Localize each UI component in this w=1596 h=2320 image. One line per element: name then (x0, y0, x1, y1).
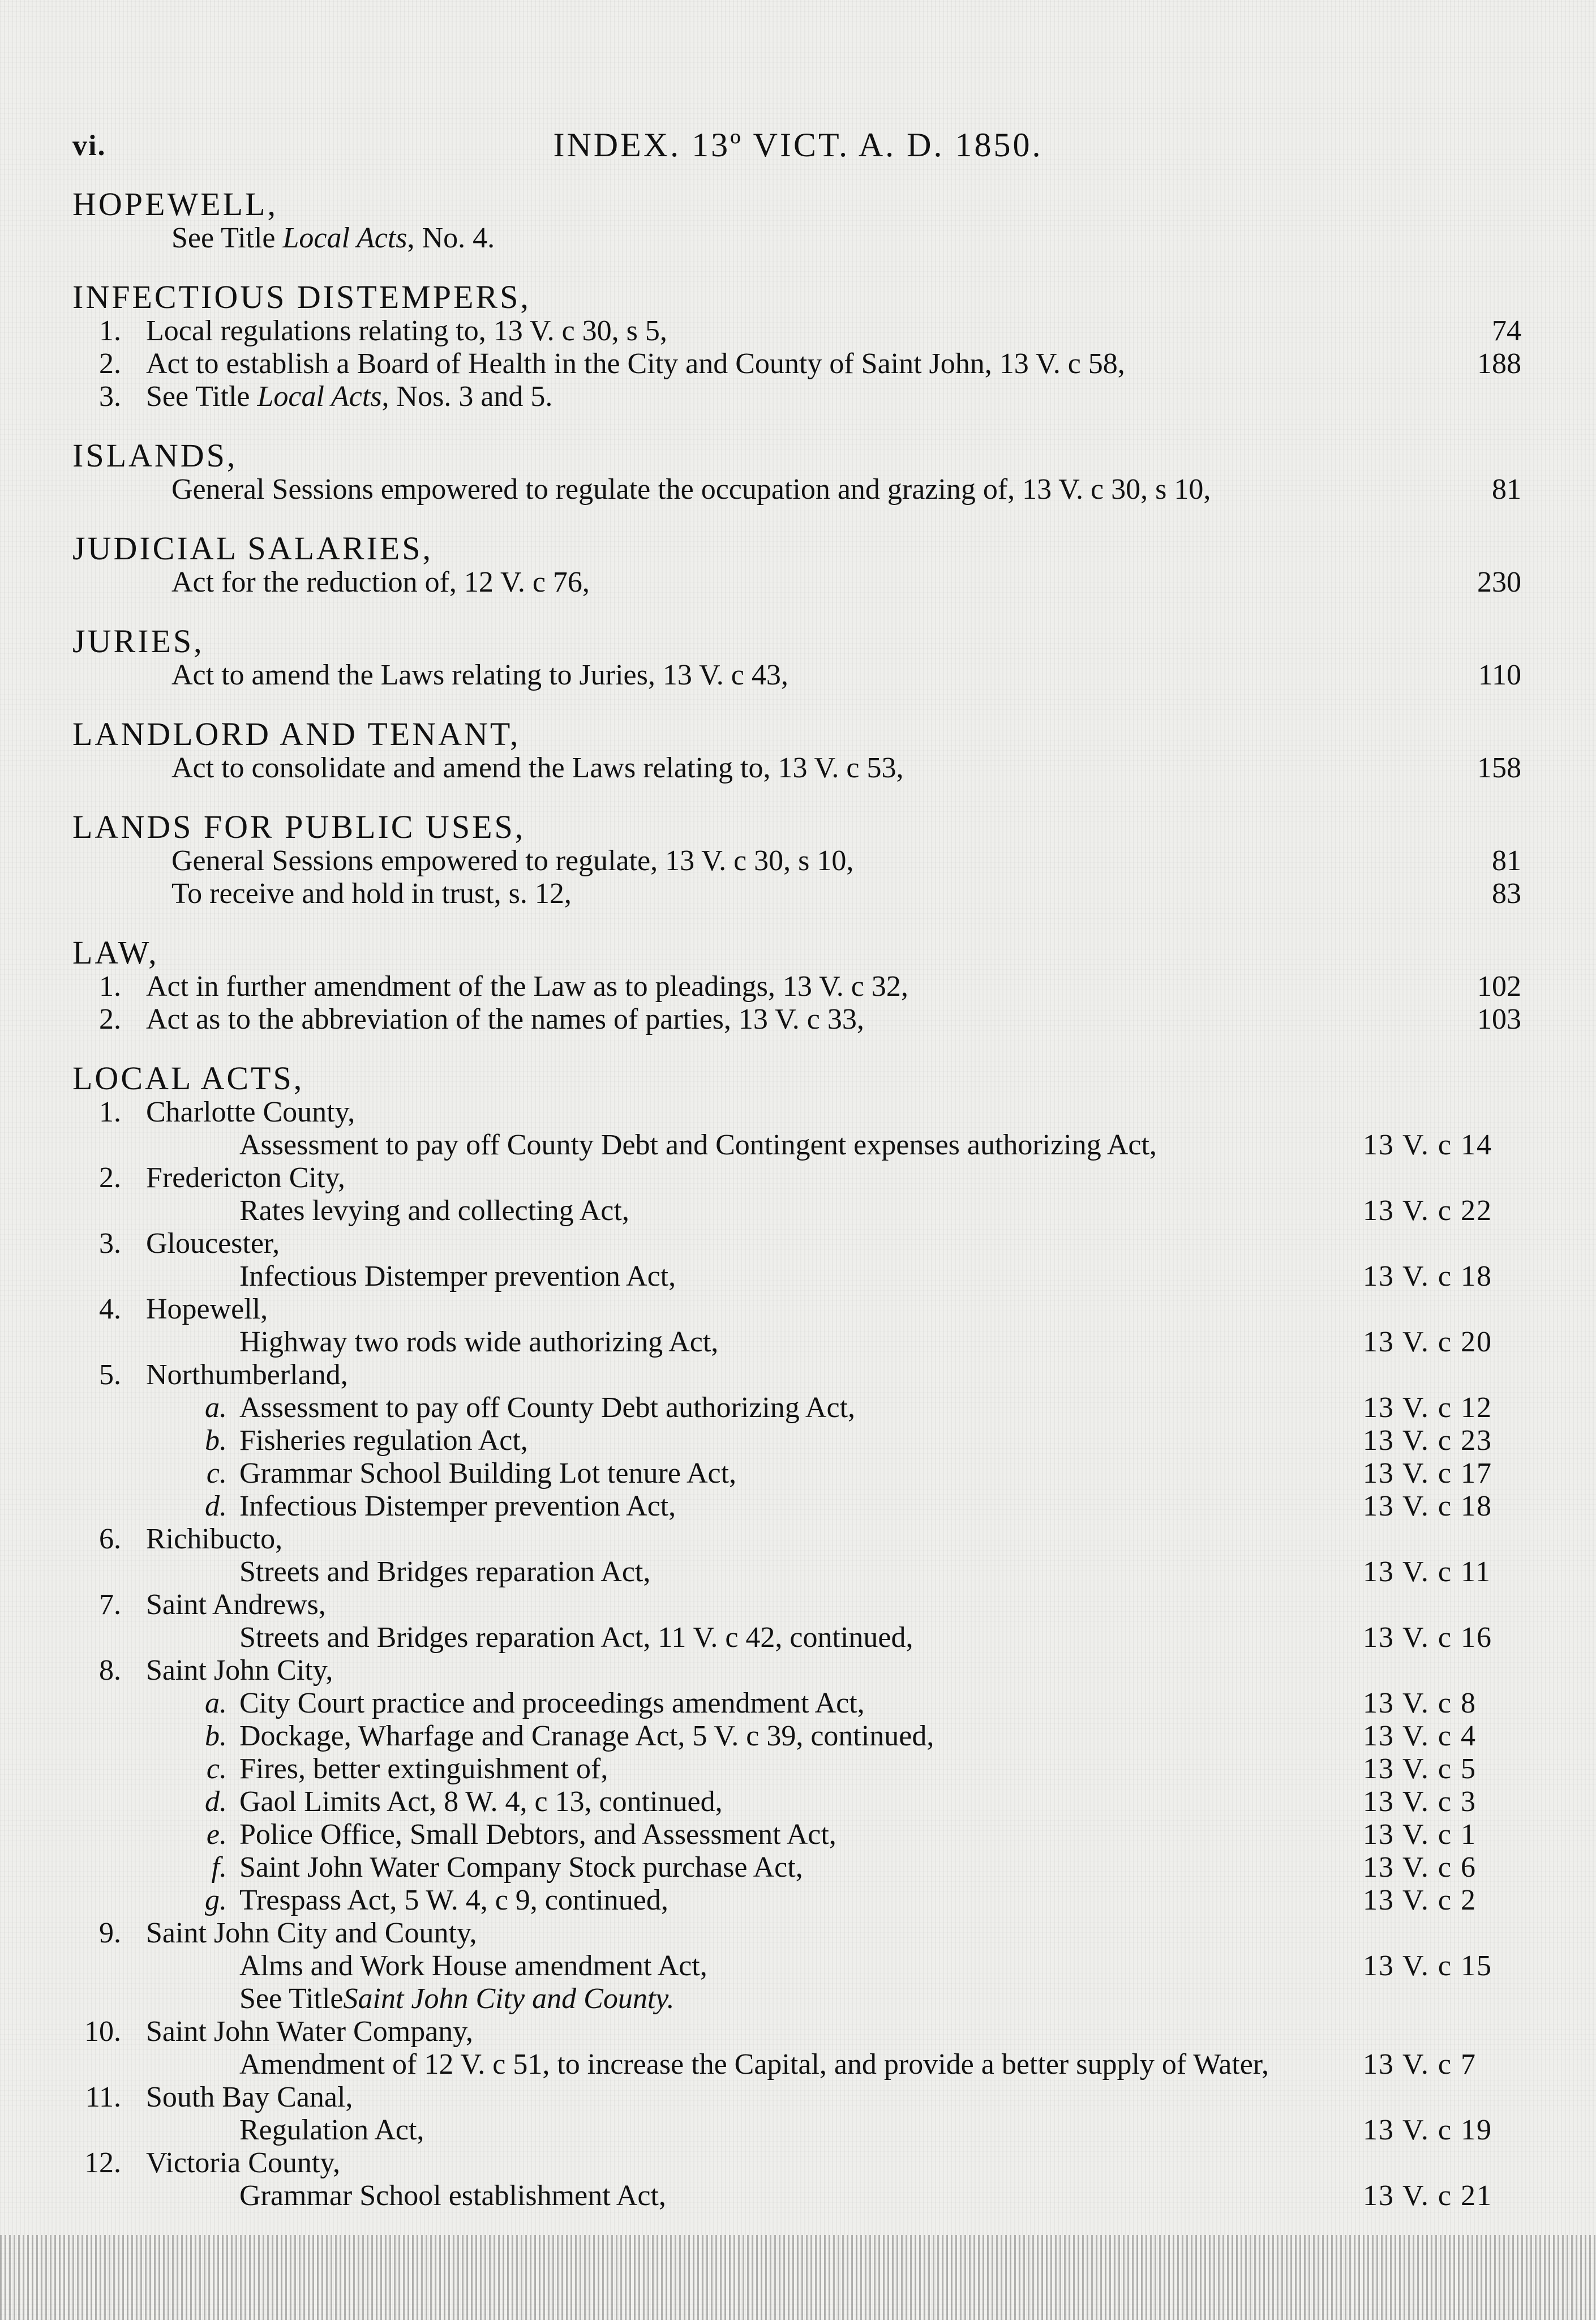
act-reference: 13 V. c 19 (1363, 2114, 1492, 2146)
act-reference: 13 V. c 22 (1363, 1195, 1492, 1227)
index-entry-islands (72, 438, 1521, 506)
scan-edge-band (0, 2235, 1596, 2320)
local-act-line (72, 1556, 1521, 1589)
entry-text: General Sessions empowered to regulate, 13 V. c 30, s 10, (171, 845, 854, 877)
page-reference: 103 (1477, 1003, 1521, 1035)
entry-text: See Title Local Acts, No. 4. (171, 222, 495, 254)
act-reference: 13 V. c 1 (1363, 1818, 1477, 1851)
index-entry-lands-for-public-uses (72, 810, 1521, 910)
entry-text: See Title Local Acts, Nos. 3 and 5. (146, 380, 553, 413)
local-act-title: Infectious Distemper prevention Act, (239, 1490, 676, 1522)
local-act-place: Saint John City, (146, 1654, 333, 1687)
item-number: 3. (99, 1227, 121, 1260)
entry-line (72, 380, 1521, 413)
page-reference: 230 (1477, 566, 1521, 598)
local-act-place-line (72, 1917, 1521, 1950)
local-act-title: Gaol Limits Act, 8 W. 4, c 13, continued, (239, 1786, 723, 1818)
item-number: 12. (84, 2147, 121, 2179)
local-act-place: Saint John City and County, (146, 1917, 477, 1949)
item-number: 9. (99, 1917, 121, 1949)
local-act-group (72, 2015, 1521, 2081)
sub-item-letter: f. (211, 1851, 227, 1884)
entry-line (72, 659, 1521, 692)
page-reference: 102 (1477, 970, 1521, 1003)
local-act-group (72, 1654, 1521, 1917)
local-act-title: Assessment to pay off County Debt authorizing Act, (239, 1392, 856, 1424)
local-act-group (72, 2147, 1521, 2212)
local-act-place-line (72, 1654, 1521, 1687)
local-act-line (72, 1753, 1521, 1786)
see-title-prefix: See Title (239, 1983, 344, 2015)
local-act-line (72, 1129, 1521, 1162)
local-act-place-line (72, 1359, 1521, 1392)
index-entry-hopewell (72, 187, 1521, 255)
entry-text: Act in further amendment of the Law as to pleadings, 13 V. c 32, (146, 970, 908, 1003)
local-act-place: Northumberland, (146, 1359, 348, 1391)
act-reference: 13 V. c 11 (1363, 1556, 1492, 1588)
act-reference: 13 V. c 18 (1363, 1490, 1492, 1522)
local-act-title: Streets and Bridges reparation Act, 11 V. c 42, continued, (239, 1621, 913, 1654)
entry-line (72, 1003, 1521, 1036)
act-reference: 13 V. c 21 (1363, 2180, 1492, 2212)
entry-line (72, 566, 1521, 599)
local-act-title: Rates levying and collecting Act, (239, 1195, 629, 1227)
entry-heading: LANDS FOR PUBLIC USES, (72, 808, 526, 845)
see-title-reference: Saint John City and County. (343, 1983, 675, 2015)
entry-heading: JUDICIAL SALARIES, (72, 530, 433, 567)
act-reference: 13 V. c 2 (1363, 1884, 1477, 1916)
local-act-line (72, 1195, 1521, 1227)
entry-heading: HOPEWELL, (72, 186, 278, 222)
act-reference: 13 V. c 8 (1363, 1687, 1477, 1719)
local-act-place: Charlotte County, (146, 1096, 355, 1128)
item-number: 7. (99, 1589, 121, 1621)
entry-text: General Sessions empowered to regulate the occupation and grazing of, 13 V. c 30, s 10, (171, 473, 1211, 506)
local-act-line (72, 1326, 1521, 1359)
local-act-line (72, 1720, 1521, 1753)
index-entry-landlord-and-tenant (72, 717, 1521, 785)
entry-line (72, 878, 1521, 910)
local-act-line (72, 2048, 1521, 2081)
act-reference: 13 V. c 18 (1363, 1260, 1492, 1292)
local-act-title: Highway two rods wide authorizing Act, (239, 1326, 719, 1358)
entry-line (72, 752, 1521, 785)
page-reference: 81 (1492, 473, 1521, 506)
item-number: 5. (99, 1359, 121, 1391)
sub-item-letter: b. (205, 1720, 227, 1752)
local-act-title: Infectious Distemper prevention Act, (239, 1260, 676, 1292)
local-act-line (72, 1424, 1521, 1457)
local-act-place: Hopewell, (146, 1293, 268, 1325)
sub-item-letter: a. (205, 1392, 227, 1424)
local-act-group (72, 1589, 1521, 1654)
local-act-place: Saint John Water Company, (146, 2015, 473, 2048)
sub-item-letter: c. (206, 1457, 227, 1489)
sub-item-letter: a. (205, 1687, 227, 1719)
item-number: 2. (99, 348, 121, 380)
local-act-place: Saint Andrews, (146, 1589, 326, 1621)
item-number: 4. (99, 1293, 121, 1325)
local-act-place-line (72, 1293, 1521, 1326)
index-content (72, 187, 1521, 2237)
index-entry-judicial-salaries (72, 531, 1521, 599)
local-act-place-line (72, 1162, 1521, 1195)
local-act-title: Grammar School Building Lot tenure Act, (239, 1457, 737, 1489)
local-act-place-line (72, 1096, 1521, 1129)
local-act-line (72, 1687, 1521, 1720)
act-reference: 13 V. c 5 (1363, 1753, 1477, 1785)
entry-heading: ISLANDS, (72, 437, 238, 474)
local-act-place-line (72, 1589, 1521, 1621)
local-act-title: Assessment to pay off County Debt and Contingent expenses authorizing Act, (239, 1129, 1157, 1161)
local-act-line (72, 2180, 1521, 2212)
local-act-place: South Bay Canal, (146, 2081, 353, 2113)
entry-line (72, 348, 1521, 380)
page-reference: 188 (1477, 348, 1521, 380)
item-number: 8. (99, 1654, 121, 1687)
page-reference: 83 (1492, 878, 1521, 910)
act-reference: 13 V. c 16 (1363, 1621, 1492, 1654)
running-head: INDEX. 13º VICT. A. D. 1850. (553, 126, 1043, 164)
item-number: 3. (99, 380, 121, 413)
local-act-line (72, 1786, 1521, 1818)
local-act-line (72, 1851, 1521, 1884)
local-act-place-line (72, 2015, 1521, 2048)
local-act-line (72, 1818, 1521, 1851)
entry-line (72, 222, 1521, 255)
local-act-group (72, 2081, 1521, 2147)
local-act-line (72, 1884, 1521, 1917)
entry-text: Act for the reduction of, 12 V. c 76, (171, 566, 590, 598)
local-act-title: Saint John Water Company Stock purchase Act, (239, 1851, 803, 1884)
local-act-title: Police Office, Small Debtors, and Assessment Act, (239, 1818, 836, 1851)
page-reference: 74 (1492, 315, 1521, 347)
local-act-place: Richibucto, (146, 1523, 283, 1555)
entry-line (72, 473, 1521, 506)
local-act-group (72, 1293, 1521, 1359)
item-number: 11. (85, 2081, 121, 2113)
page-number: vi. (72, 130, 106, 162)
sub-item-letter: b. (205, 1424, 227, 1457)
see-title-line (72, 1983, 1521, 2015)
entry-text: Act as to the abbreviation of the names of parties, 13 V. c 33, (146, 1003, 864, 1035)
item-number: 2. (99, 1003, 121, 1035)
entry-text: To receive and hold in trust, s. 12, (171, 878, 572, 910)
act-reference: 13 V. c 12 (1363, 1392, 1492, 1424)
local-acts-list (72, 1096, 1521, 2212)
entry-heading: LANDLORD AND TENANT, (72, 716, 521, 752)
act-reference: 13 V. c 7 (1363, 2048, 1477, 2081)
item-number: 2. (99, 1162, 121, 1194)
local-act-group (72, 1523, 1521, 1589)
local-act-place-line (72, 2147, 1521, 2180)
index-entry-infectious-distempers (72, 280, 1521, 413)
local-act-line (72, 2114, 1521, 2147)
local-act-group (72, 1162, 1521, 1227)
local-act-title: Regulation Act, (239, 2114, 424, 2146)
local-act-place: Gloucester, (146, 1227, 280, 1260)
index-entry-local-acts (72, 1061, 1521, 2212)
act-reference: 13 V. c 20 (1363, 1326, 1492, 1358)
entry-line (72, 970, 1521, 1003)
page-reference: 110 (1478, 659, 1521, 691)
sub-item-letter: d. (205, 1786, 227, 1818)
local-act-title: Fisheries regulation Act, (239, 1424, 528, 1457)
act-reference: 13 V. c 6 (1363, 1851, 1477, 1884)
local-act-place-line (72, 1227, 1521, 1260)
sub-item-letter: e. (206, 1818, 227, 1851)
local-act-title: Amendment of 12 V. c 51, to increase the Capital, and provide a better supply of Water, (239, 2048, 1269, 2081)
local-act-line (72, 1260, 1521, 1293)
act-reference: 13 V. c 23 (1363, 1424, 1492, 1457)
entry-line (72, 315, 1521, 348)
local-act-group (72, 1359, 1521, 1523)
entry-text: Act to consolidate and amend the Laws relating to, 13 V. c 53, (171, 752, 904, 784)
local-act-title: Trespass Act, 5 W. 4, c 9, continued, (239, 1884, 668, 1916)
local-act-line (72, 1392, 1521, 1424)
local-act-title: Streets and Bridges reparation Act, (239, 1556, 651, 1588)
item-number: 10. (84, 2015, 121, 2048)
local-act-title: Alms and Work House amendment Act, (239, 1950, 707, 1982)
local-act-line (72, 1950, 1521, 1983)
act-reference: 13 V. c 17 (1363, 1457, 1492, 1489)
entry-line (72, 845, 1521, 878)
entry-text: Act to establish a Board of Health in the City and County of Saint John, 13 V. c 58, (146, 348, 1125, 380)
local-act-place-line (72, 1523, 1521, 1556)
page-reference: 158 (1477, 752, 1521, 784)
local-act-line (72, 1457, 1521, 1490)
local-act-title: Fires, better extinguishment of, (239, 1753, 608, 1785)
local-act-group (72, 1096, 1521, 1162)
local-act-place: Victoria County, (146, 2147, 341, 2179)
local-act-place: Fredericton City, (146, 1162, 345, 1194)
item-number: 6. (99, 1523, 121, 1555)
entry-text: Act to amend the Laws relating to Juries, 13 V. c 43, (171, 659, 788, 691)
entry-heading: INFECTIOUS DISTEMPERS, (72, 279, 531, 315)
act-reference: 13 V. c 15 (1363, 1950, 1492, 1982)
item-number: 1. (99, 970, 121, 1003)
page-reference: 81 (1492, 845, 1521, 877)
entry-heading: LAW, (72, 934, 159, 971)
entry-heading: LOCAL ACTS, (72, 1060, 304, 1097)
sub-item-letter: d. (205, 1490, 227, 1522)
sub-item-letter: c. (206, 1753, 227, 1785)
entry-text: Local regulations relating to, 13 V. c 30, s 5, (146, 315, 667, 347)
local-act-line (72, 1621, 1521, 1654)
act-reference: 13 V. c 14 (1363, 1129, 1492, 1161)
sub-item-letter: g. (205, 1884, 227, 1916)
act-reference: 13 V. c 3 (1363, 1786, 1477, 1818)
local-act-place-line (72, 2081, 1521, 2114)
local-act-title: Grammar School establishment Act, (239, 2180, 666, 2212)
local-act-title: City Court practice and proceedings amendment Act, (239, 1687, 865, 1719)
local-act-group (72, 1917, 1521, 2015)
item-number: 1. (99, 315, 121, 347)
index-entry-juries (72, 624, 1521, 692)
local-act-title: Dockage, Wharfage and Cranage Act, 5 V. c 39, continued, (239, 1720, 934, 1752)
local-act-group (72, 1227, 1521, 1293)
local-act-line (72, 1490, 1521, 1523)
item-number: 1. (99, 1096, 121, 1128)
index-entry-law (72, 935, 1521, 1036)
entry-heading: JURIES, (72, 623, 204, 660)
act-reference: 13 V. c 4 (1363, 1720, 1477, 1752)
